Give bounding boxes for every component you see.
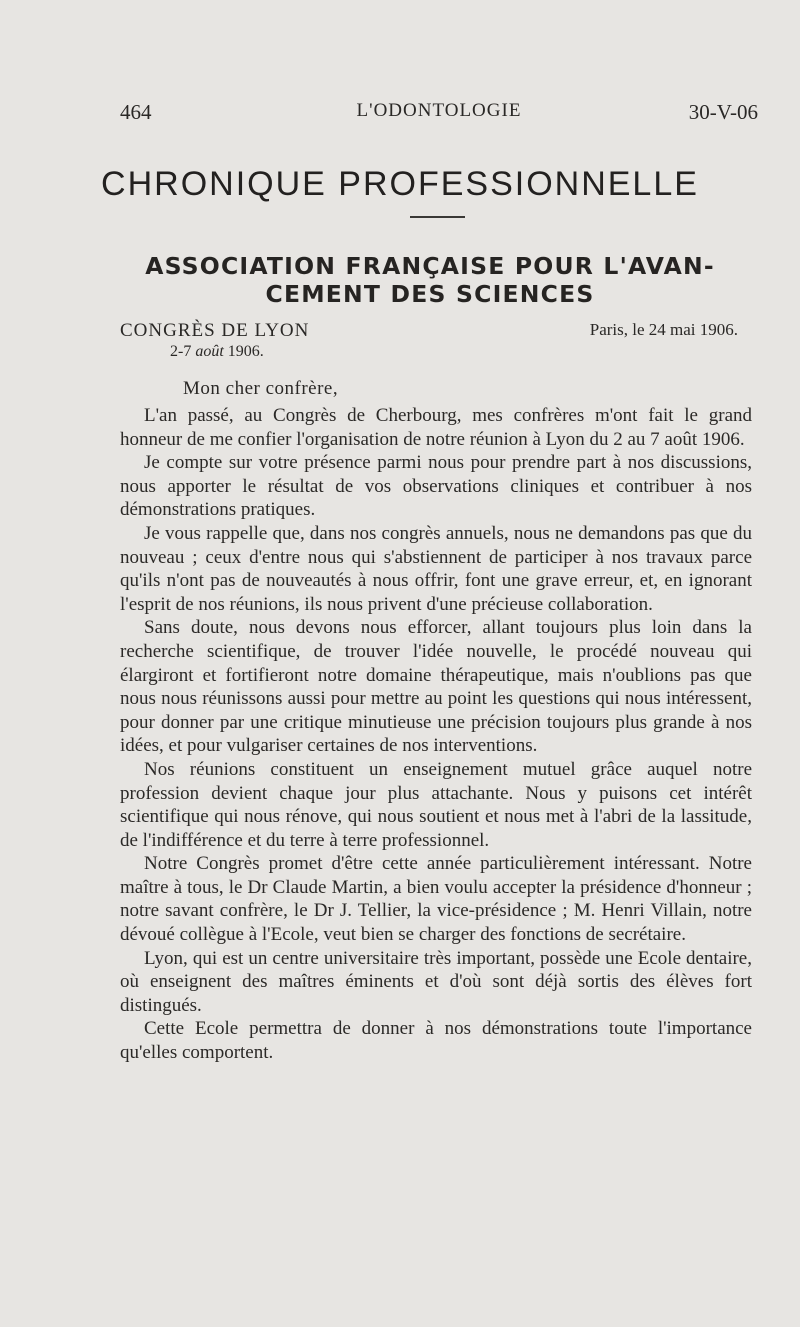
congress-dates xyxy=(170,343,264,361)
letter-body xyxy=(120,404,752,1065)
page-number: 464 xyxy=(120,100,152,124)
article-title-line-1: ASSOCIATION FRANÇAISE POUR L'AVAN- xyxy=(145,252,715,280)
paragraph: Je vous rappelle que, dans nos congrès annuels, nous ne demandons pas que du nouveau ; ceux d'entre nous qui s'abstiennent de participer à nos travaux parce qu'ils n'ont pas de nouveautés à nous offrir, font une grave erreur, et, en ignorant l'esprit de nos réunions, ils nous privent d'une précieuse collaboration. xyxy=(120,522,752,615)
dates-month: août xyxy=(195,343,224,360)
article-title-line-2: CEMENT DES SCIENCES xyxy=(265,280,595,308)
letter-place-date: Paris, le 24 mai 1906. xyxy=(589,320,738,339)
paragraph: Cette Ecole permettra de donner à nos démonstrations toute l'importance qu'elles comportent. xyxy=(120,1018,752,1064)
paragraph: Lyon, qui est un centre universitaire très important, possède une Ecole dentaire, où enseignent des maîtres éminents et d'où sont déjà sortis des élèves fort distingués. xyxy=(120,947,752,1016)
dates-year: 1906. xyxy=(223,343,264,360)
issue-date: 30-V-06 xyxy=(688,100,758,124)
paragraph: Sans doute, nous devons nous efforcer, allant toujours plus loin dans la recherche scientifique, de trouver l'idée nouvelle, le procédé nouveau qui élargiront et fortifieront notre domaine thérapeutique, mais n'oublions pas que nous nous réunissons aussi pour mettre au point les questions qui nous intéressent, pour donner par une critique minutieuse une précision toujours plus grande à nos idées, et pour vulgariser certaines de nos interventions. xyxy=(120,617,752,757)
letter-salutation: Mon cher confrère, xyxy=(183,378,339,399)
journal-title: L'ODONTOLOGIE xyxy=(356,100,522,121)
section-title: CHRONIQUE PROFESSIONNELLE xyxy=(101,165,699,203)
title-divider xyxy=(410,216,465,218)
paragraph: L'an passé, au Congrès de Cherbourg, mes confrères m'ont fait le grand honneur de me confier l'organisation de notre réunion à Lyon du 2 au 7 août 1906. xyxy=(120,405,752,450)
paragraph: Je compte sur votre présence parmi nous pour prendre part à nos discussions, nous apporter le résultat de vos observations cliniques et contribuer à nos démonstrations pratiques. xyxy=(120,452,752,521)
article-title xyxy=(60,252,800,308)
paragraph: Nos réunions constituent un enseignement mutuel grâce auquel notre profession devient chaque jour plus attachante. Nous y puisons cet intérêt scientifique qui nous rénove, qui nous soutient et nous met à l'abri de la lassitude, de l'indifférence et du terre à terre professionnel. xyxy=(120,758,752,851)
running-header xyxy=(120,100,758,130)
congress-place: CONGRÈS DE LYON xyxy=(120,320,310,341)
dates-prefix: 2-7 xyxy=(170,343,196,360)
paragraph: Notre Congrès promet d'être cette année particulièrement intéressant. Notre maître à tous, le Dr Claude Martin, a bien voulu accepter la présidence d'honneur ; notre savant confrère, le Dr J. Tellier, la vice-présidence ; M. Henri Villain, notre dévoué collègue à l'Ecole, veut bien se charger des fonctions de secrétaire. xyxy=(120,853,752,946)
